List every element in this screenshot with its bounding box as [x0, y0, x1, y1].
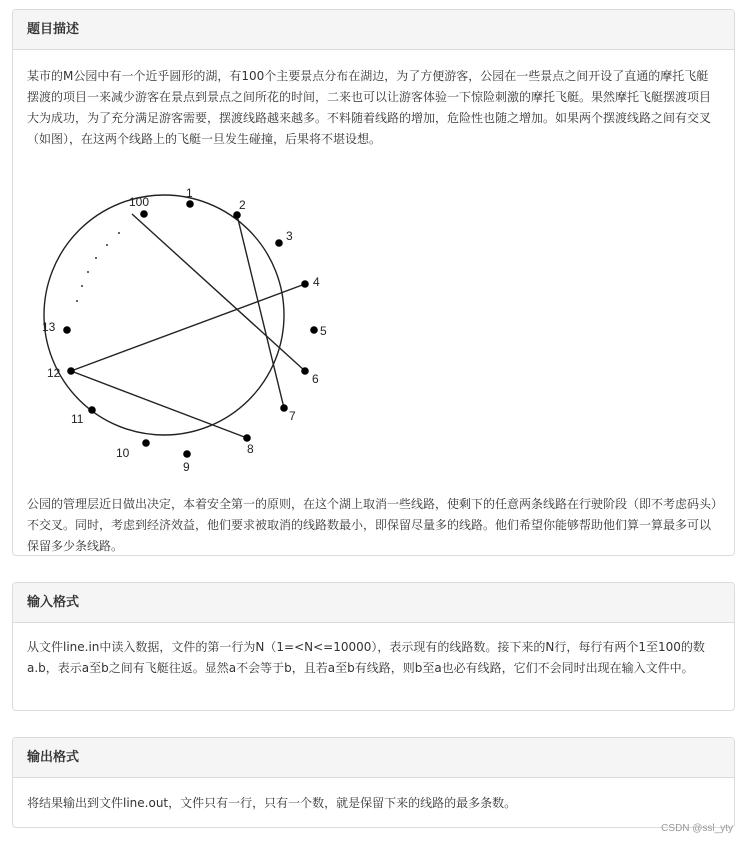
route-100-6	[132, 214, 305, 371]
label-13: 13	[42, 320, 56, 334]
input-format-body: 从文件line.in中读入数据，文件的第一行为N（1=<N<=10000），表示现有的线路数。接下来的N行，每行有两个1至100的数a.b，表示a至b之间有飞艇往返。显然a不会等于b，且若a至b有线路，则b至a也必有线路，它们不会同时出现在输入文件中。	[27, 640, 705, 675]
spot-8	[243, 434, 251, 442]
spot-12	[67, 367, 75, 375]
ellipsis-dots	[76, 232, 120, 302]
label-7: 7	[289, 409, 296, 423]
spot-7	[280, 404, 288, 412]
spot-3	[275, 239, 283, 247]
label-12: 12	[47, 366, 61, 380]
lake-circle	[44, 195, 284, 435]
label-4: 4	[313, 275, 320, 289]
spot-9	[183, 450, 191, 458]
output-format-panel	[12, 737, 735, 828]
route-12-4	[71, 284, 305, 371]
watermark: CSDN @ssl_yty	[661, 823, 733, 834]
label-2: 2	[239, 198, 246, 212]
label-10: 10	[116, 446, 130, 460]
description-panel	[12, 9, 735, 556]
route-12-8	[71, 371, 247, 438]
spot-2	[233, 211, 241, 219]
input-format-title: 输入格式	[13, 583, 734, 623]
spot-11	[88, 406, 96, 414]
spot-100	[140, 210, 148, 218]
description-paragraph-1: 某市的M公园中有一个近乎圆形的湖，有100个主要景点分布在湖边，为了方便游客，公园在一些景点之间开设了直通的摩托飞艇摆渡的项目一来减少游客在景点到景点之间所花的时间，二来也可以让游客体验一下惊险刺激的摩托飞艇。果然摩托飞艇摆渡项目大为成功，为了充分满足游客需要，摆渡线路越来越多。不料随着线路的增加，危险性也随之增加。如果两个摆渡线路之间有交叉（如图），在这两个线路上的飞艇一旦发生碰撞，后果将不堪设想。	[27, 69, 712, 146]
description-title: 题目描述	[13, 10, 734, 50]
label-8: 8	[247, 442, 254, 456]
lake-diagram	[27, 178, 327, 478]
label-3: 3	[286, 229, 293, 243]
label-11: 11	[71, 412, 84, 426]
spot-1	[186, 200, 194, 208]
label-9: 9	[183, 460, 190, 474]
spot-markers	[63, 200, 318, 458]
spot-4	[301, 280, 309, 288]
label-1: 1	[186, 186, 193, 200]
label-5: 5	[320, 324, 327, 338]
output-format-title: 输出格式	[13, 738, 734, 778]
spot-5	[310, 326, 318, 334]
spot-10	[142, 439, 150, 447]
description-paragraph-2: 公园的管理层近日做出决定，本着安全第一的原则，在这个湖上取消一些线路，使剩下的任意两条线路在行驶阶段（即不考虑码头）不交叉。同时，考虑到经济效益，他们要求被取消的线路数最小，即保留尽量多的线路。他们希望你能够帮助他们算一算最多可以保留多少条线路。	[27, 497, 718, 553]
input-format-panel	[12, 582, 735, 711]
spot-13	[63, 326, 71, 334]
label-100: 100	[129, 195, 150, 209]
output-format-body: 将结果输出到文件line.out，文件只有一行，只有一个数，就是保留下来的线路的最多条数。	[27, 796, 517, 810]
spot-6	[301, 367, 309, 375]
label-6: 6	[312, 372, 319, 386]
